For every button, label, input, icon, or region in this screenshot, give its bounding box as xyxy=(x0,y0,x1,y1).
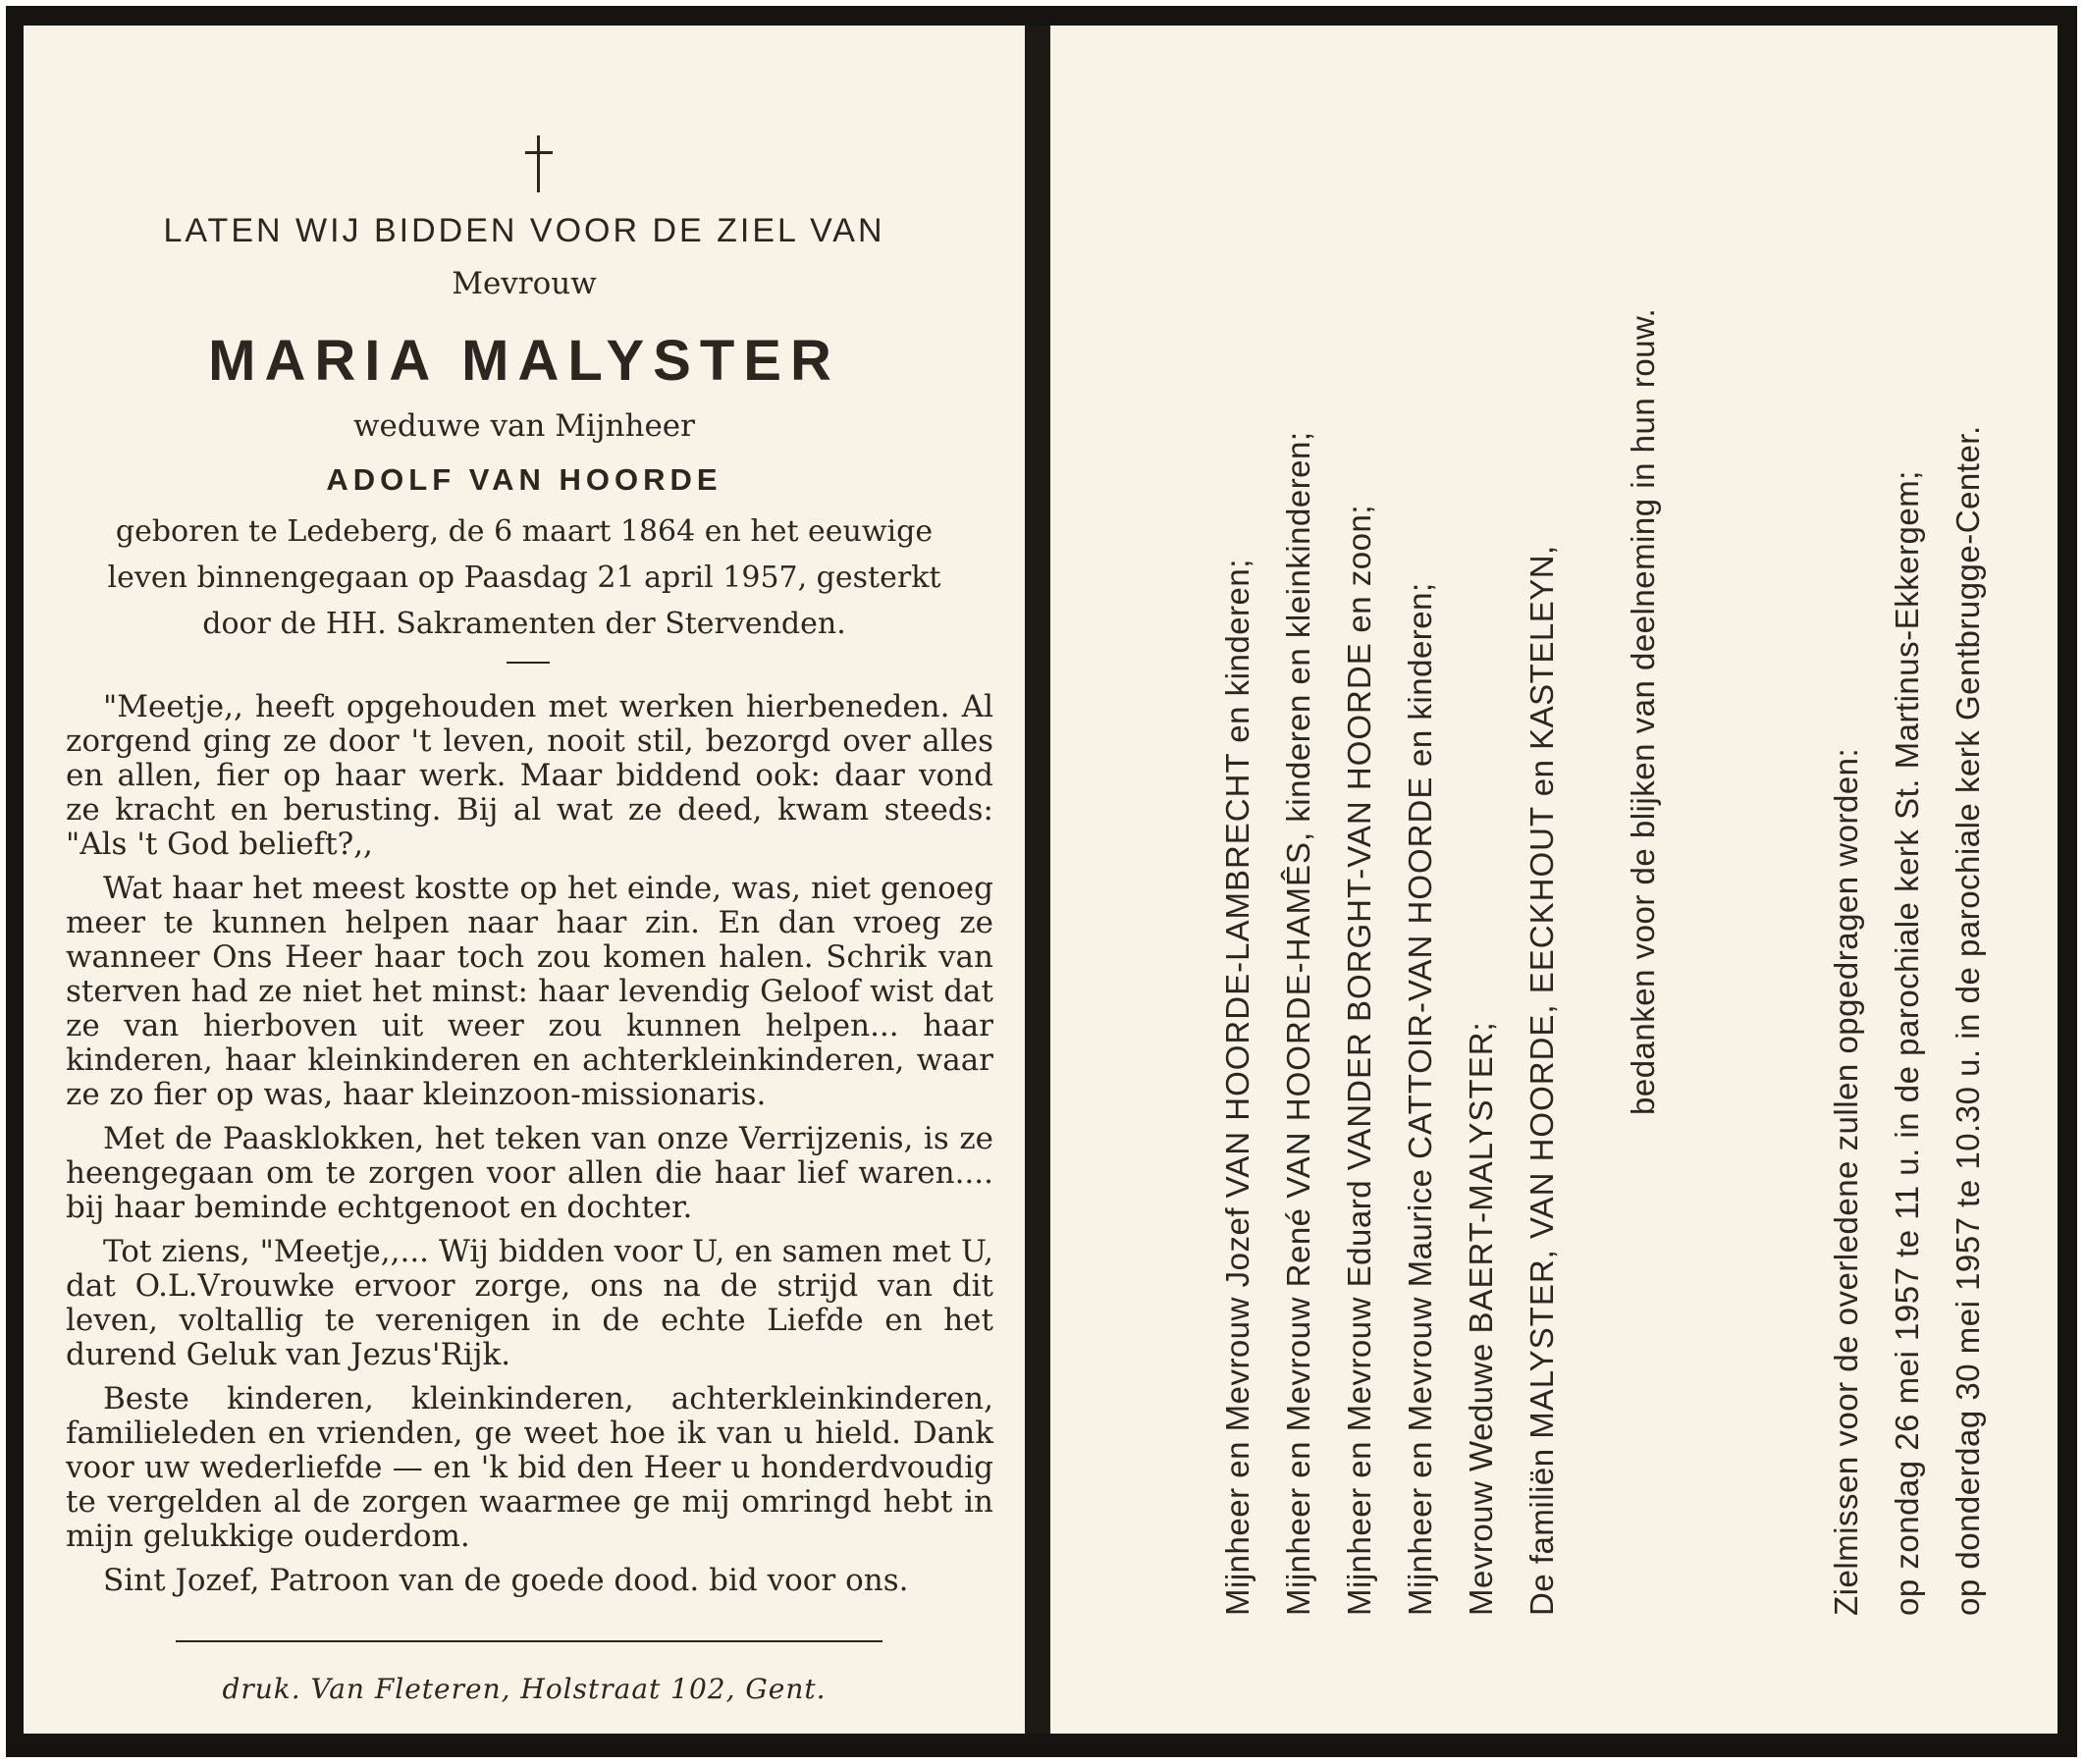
birth-line: geboren te Ledeberg, de 6 maart 1864 en het eeuwige xyxy=(115,514,934,549)
title-prefix: Mevrouw xyxy=(452,266,597,301)
family-line: De familiën MALYSTER, VAN HOORDE, EECKHOUT en KASTELEYN, xyxy=(1523,545,1560,1616)
family-line: Mijnheer en Mevrouw René VAN HOORDE-HAMÊS, kinderen en kleinkinderen; xyxy=(1280,431,1316,1616)
masses-intro: Zielmissen voor de overledene zullen opgedragen worden: xyxy=(1828,747,1864,1616)
memorial-text xyxy=(66,690,993,1608)
deceased-name: MARIA MALYSTER xyxy=(208,329,840,393)
family-line: Mevrouw Weduwe BAERT-MALYSTER; xyxy=(1463,1021,1499,1616)
prayer-intro: LATEN WIJ BIDDEN VOOR DE ZIEL VAN xyxy=(163,212,885,249)
family-line: Mijnheer en Mevrouw Jozef VAN HOORDE-LAMBRECHT en kinderen; xyxy=(1219,559,1256,1616)
sacraments-line: door de HH. Sakramenten der Stervenden. xyxy=(202,607,846,641)
death-line: leven binnengegaan op Paasdag 21 april 1957, gesterkt xyxy=(107,561,941,595)
thanks-line: bedanken voor de blijken van deelneming in hun rouw. xyxy=(1625,307,1661,1115)
masses-block xyxy=(1816,261,2057,1616)
right-panel xyxy=(1050,26,2057,1734)
memorial-card xyxy=(6,6,2077,1757)
husband-name: ADOLF VAN HOORDE xyxy=(326,462,722,497)
cross-icon xyxy=(519,135,559,194)
short-divider xyxy=(507,662,550,664)
bottom-divider xyxy=(176,1640,882,1642)
mass-line: op zondag 26 mei 1957 te 11 u. in de parochiale kerk St. Martinus-Ekkergem; xyxy=(1889,470,1925,1616)
card-fold xyxy=(1025,26,1050,1734)
widow-of-line: weduwe van Mijnheer xyxy=(353,408,695,444)
paragraph: Wat haar het meest kostte op het einde, was, niet genoeg meer te kunnen helpen naar haar zin. En dan vroeg ze wanneer Ons Heer haar toch zou komen halen. Schrik van sterven had ze niet het minst: haar levendig Geloof wist dat ze van hierboven uit weer zou kunnen helpen... haar kinderen, haar kleinkinderen en achterkleinkinderen, waar ze zo fier op was, haar kleinzoon-missionaris. xyxy=(66,871,993,1112)
paragraph: Tot ziens, "Meetje,,... Wij bidden voor U, en samen met U, dat O.L.Vrouwke ervoor zorge, ons na de strijd van dit leven, voltallig te verenigen in de echte Liefde en het durend Geluk van Jezus'Rijk. xyxy=(66,1234,993,1372)
left-panel xyxy=(24,26,1025,1734)
paragraph: Beste kinderen, kleinkinderen, achterkleinkinderen, familieleden en vrienden, ge weet hoe ik van u hield. Dank voor uw wederliefde — en 'k bid den Heer u honderdvoudig te vergelden al de zorgen waarmee ge mij omringd hebt in mijn gelukkige ouderdom. xyxy=(66,1381,993,1554)
paragraph: "Meetje,, heeft opgehouden met werken hierbeneden. Al zorgend ging ze door 't leven, nooit stil, bezorgd over alles en allen, fier op haar werk. Maar biddend ook: daar vond ze kracht en berusting. Bij al wat ze deed, kwam steeds: "Als 't God belieft?,, xyxy=(66,689,993,862)
paragraph: Sint Jozef, Patroon van de goede dood. bid voor ons. xyxy=(103,1563,909,1598)
family-line: Mijnheer en Mevrouw Eduard VANDER BORGHT-VAN HOORDE en zoon; xyxy=(1341,505,1377,1616)
mass-line: op donderdag 30 mei 1957 te 10.30 u. in de parochiale kerk Gentbrugge-Center. xyxy=(1950,425,1986,1616)
paragraph: Met de Paasklokken, het teken van onze Verrijzenis, is ze heengegaan om te zorgen voor allen die haar lief waren.... bij haar beminde echtgenoot en dochter. xyxy=(66,1121,993,1225)
printer-credit: druk. Van Fleteren, Holstraat 102, Gent. xyxy=(222,1673,827,1705)
family-line: Mijnheer en Mevrouw Maurice CATTOIR-VAN HOORDE en kinderen; xyxy=(1402,582,1438,1616)
